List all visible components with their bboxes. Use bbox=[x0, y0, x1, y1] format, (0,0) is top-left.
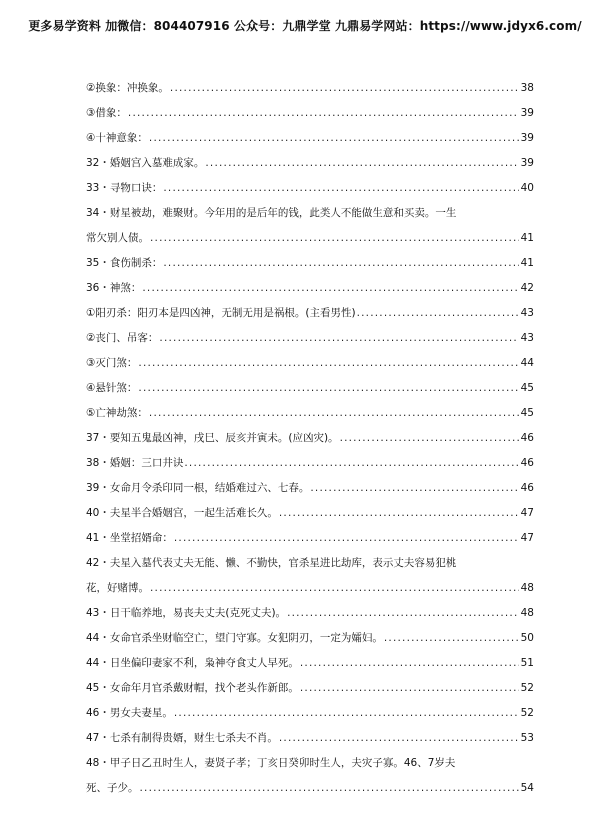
toc-page-number: 53 bbox=[520, 732, 534, 744]
toc-entry-title: 花，好赌博。 bbox=[86, 582, 149, 594]
toc-page-number: 46 bbox=[520, 482, 534, 494]
toc-page-number: 50 bbox=[520, 632, 534, 644]
toc-page-number: 39 bbox=[520, 107, 534, 119]
toc-entry-title: ③借象： bbox=[86, 107, 127, 119]
toc-leader-dots bbox=[300, 651, 519, 676]
toc-page-number: 39 bbox=[520, 157, 534, 169]
toc-entry[interactable] bbox=[86, 601, 534, 626]
toc-entry-title: 死、子少。 bbox=[86, 782, 139, 794]
toc-entry-title: 36・神煞： bbox=[86, 282, 142, 294]
toc-leader-dots bbox=[149, 126, 519, 151]
toc-leader-dots bbox=[174, 701, 519, 726]
toc-leader-dots bbox=[142, 276, 518, 301]
toc-entry[interactable] bbox=[86, 126, 534, 151]
toc-entry-title: 33・寻物口诀： bbox=[86, 182, 163, 194]
toc-entry-title: 44・日坐偏印妻家不利，枭神夺食丈人早死。 bbox=[86, 657, 299, 669]
toc-entry[interactable] bbox=[86, 151, 534, 176]
toc-entry-title: 32・婚姻宫入墓难成家。 bbox=[86, 157, 205, 169]
toc-entry-title: 40・夫星半合婚姻宫，一起生活难长久。 bbox=[86, 507, 278, 519]
toc-leader-dots bbox=[163, 251, 518, 276]
toc-page-number: 46 bbox=[520, 432, 534, 444]
toc-entry-title: 43・日干临养地，易丧夫丈夫(克死丈夫)。 bbox=[86, 607, 287, 619]
toc-page-number: 43 bbox=[520, 332, 534, 344]
toc-page-number: 44 bbox=[520, 357, 534, 369]
toc-leader-dots bbox=[163, 176, 518, 201]
toc-entry[interactable] bbox=[86, 701, 534, 726]
toc-leader-dots bbox=[150, 576, 519, 601]
toc-entry[interactable] bbox=[86, 101, 534, 126]
toc-page-number: 54 bbox=[520, 782, 534, 794]
toc-leader-dots bbox=[357, 301, 519, 326]
toc-entry-first-line: 34・财星被劫，难聚财。今年用的是后年的钱，此类人不能做生意和买卖。一生 bbox=[86, 207, 457, 219]
toc-entry[interactable] bbox=[86, 426, 534, 451]
toc-entry-title: 41・坐堂招婿命： bbox=[86, 532, 173, 544]
toc-page-number: 42 bbox=[520, 282, 534, 294]
toc-entry[interactable] bbox=[86, 476, 534, 501]
toc-entry-title: 38・婚姻：三口井诀 bbox=[86, 457, 184, 469]
toc-leader-dots bbox=[384, 626, 519, 651]
toc-page-number: 39 bbox=[520, 132, 534, 144]
toc-leader-dots bbox=[138, 376, 518, 401]
toc-leader-dots bbox=[140, 776, 519, 801]
toc-page-number: 40 bbox=[520, 182, 534, 194]
toc-entry-title: ⑤亡神劫煞： bbox=[86, 407, 148, 419]
toc-leader-dots bbox=[128, 101, 519, 126]
toc-page-number: 52 bbox=[520, 682, 534, 694]
toc-page-number: 45 bbox=[520, 407, 534, 419]
toc-page-number: 48 bbox=[520, 582, 534, 594]
toc-entry-first-line: 48・甲子日乙丑时生人，妻贤子孝；丁亥日癸卯时生人，夫灾子寡。46、7岁夫 bbox=[86, 757, 456, 769]
toc-page-number: 48 bbox=[520, 607, 534, 619]
toc-entry[interactable] bbox=[86, 276, 534, 301]
toc-page-number: 41 bbox=[520, 232, 534, 244]
toc-leader-dots bbox=[279, 726, 519, 751]
toc-entry[interactable] bbox=[86, 526, 534, 551]
toc-entry-title: ①阳刃杀：阳刃本是四凶神，无制无用是祸根。(主看男性) bbox=[86, 307, 356, 319]
toc-page-number: 47 bbox=[520, 507, 534, 519]
toc-entry-title: ③灭门煞： bbox=[86, 357, 138, 369]
toc-entry-title: 37・要知五鬼最凶神，戌巳、辰亥并寅未。(应凶灾)。 bbox=[86, 432, 339, 444]
toc-entry-title: 常欠别人债。 bbox=[86, 232, 149, 244]
toc-leader-dots bbox=[279, 501, 519, 526]
toc-entry[interactable] bbox=[86, 301, 534, 326]
toc-leader-dots bbox=[138, 351, 518, 376]
toc-entry-title: 45・女命年月官杀戴财帽，找个老头作新郎。 bbox=[86, 682, 299, 694]
toc-entry[interactable] bbox=[86, 726, 534, 751]
table-of-contents bbox=[86, 76, 534, 801]
toc-page-number: 52 bbox=[520, 707, 534, 719]
toc-entry-title: ④悬针煞： bbox=[86, 382, 138, 394]
toc-entry[interactable] bbox=[86, 501, 534, 526]
toc-entry[interactable] bbox=[86, 401, 534, 426]
toc-leader-dots bbox=[184, 451, 518, 476]
toc-entry-title: ②换象：冲换象。 bbox=[86, 82, 169, 94]
toc-page-number: 43 bbox=[520, 307, 534, 319]
toc-entry-title: 44・女命官杀坐财临空亡，望门守寡。女犯阴刃，一定为孀妇。 bbox=[86, 632, 383, 644]
toc-entry[interactable] bbox=[86, 76, 534, 101]
toc-entry-title: 39・女命月令杀印同一根，结婚难过六、七春。 bbox=[86, 482, 310, 494]
toc-entry-title: 47・七杀有制得贵婿，财生七杀夫不肖。 bbox=[86, 732, 278, 744]
toc-entry[interactable] bbox=[86, 176, 534, 201]
toc-leader-dots bbox=[149, 401, 519, 426]
toc-page-number: 45 bbox=[520, 382, 534, 394]
toc-page-number: 47 bbox=[520, 532, 534, 544]
toc-leader-dots bbox=[287, 601, 519, 626]
toc-entry[interactable] bbox=[86, 776, 534, 801]
toc-page-number: 38 bbox=[520, 82, 534, 94]
toc-leader-dots bbox=[310, 476, 518, 501]
toc-entry[interactable] bbox=[86, 451, 534, 476]
toc-leader-dots bbox=[170, 76, 519, 101]
toc-leader-dots bbox=[159, 326, 518, 351]
toc-page-number: 41 bbox=[520, 257, 534, 269]
toc-entry[interactable] bbox=[86, 676, 534, 701]
toc-leader-dots bbox=[300, 676, 519, 701]
toc-entry[interactable] bbox=[86, 351, 534, 376]
toc-entry[interactable] bbox=[86, 651, 534, 676]
toc-entry-title: ②丧门、吊客： bbox=[86, 332, 159, 344]
toc-page-number: 51 bbox=[520, 657, 534, 669]
toc-entry[interactable] bbox=[86, 251, 534, 276]
toc-leader-dots bbox=[150, 226, 519, 251]
toc-page-number: 46 bbox=[520, 457, 534, 469]
toc-entry[interactable] bbox=[86, 626, 534, 651]
toc-entry-first-line: 42・夫星入墓代表丈夫无能、懒、不勤快，官杀星进比劫库，表示丈夫容易犯桃 bbox=[86, 557, 457, 569]
toc-entry-title: ④十神意象： bbox=[86, 132, 148, 144]
toc-entry-title: 46・男女夫妻星。 bbox=[86, 707, 173, 719]
toc-entry[interactable] bbox=[86, 326, 534, 351]
toc-leader-dots bbox=[174, 526, 519, 551]
toc-leader-dots bbox=[340, 426, 519, 451]
page-header: 更多易学资料 加微信：804407916 公众号：九鼎学堂 九鼎易学网站：https://www.jdyx6.com/ bbox=[28, 19, 582, 33]
toc-entry-title: 35・食伤制杀： bbox=[86, 257, 163, 269]
toc-entry[interactable] bbox=[86, 226, 534, 251]
toc-entry[interactable] bbox=[86, 376, 534, 401]
toc-entry[interactable] bbox=[86, 576, 534, 601]
toc-leader-dots bbox=[205, 151, 518, 176]
